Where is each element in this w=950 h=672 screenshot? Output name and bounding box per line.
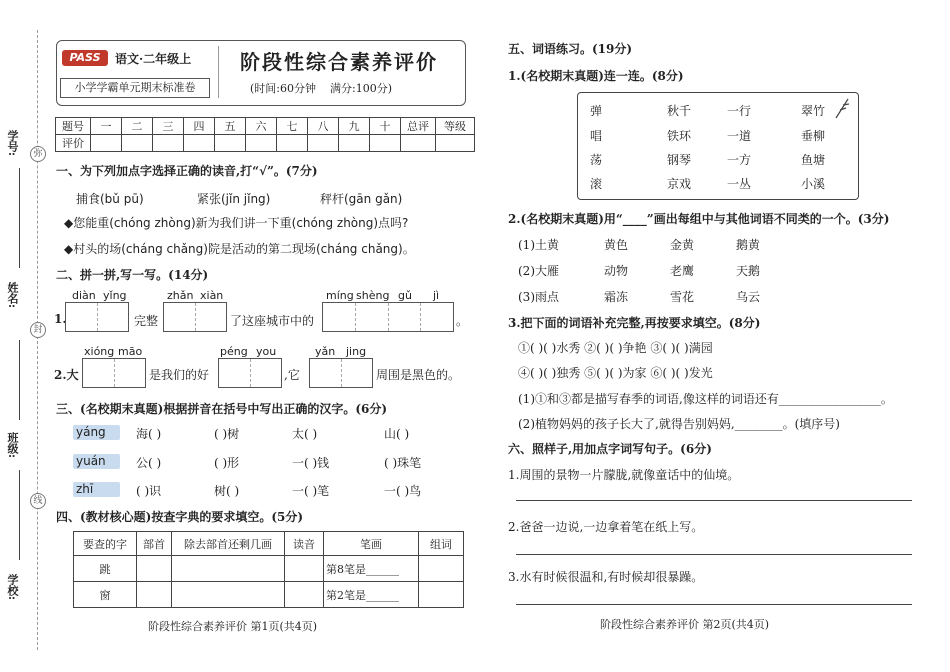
q2-2-number: 2.大 — [54, 368, 79, 382]
dict-header: 笔画 — [324, 532, 419, 556]
pinyin-label: péng — [220, 345, 248, 358]
pinyin-label: xióng — [84, 345, 115, 358]
q2-word[interactable]: 老鹰 — [670, 264, 695, 278]
s1-sentence-2[interactable]: ◆村头的场(cháng chǎng)院是活动的第二现场(cháng chǎng)。 — [64, 242, 415, 256]
match-cell[interactable]: 一方 — [727, 153, 752, 167]
q2-2-text: 周围是黑色的。 — [376, 368, 461, 382]
s1-item-b[interactable]: 紧张(jǐn jǐng) — [197, 192, 271, 206]
score-table — [55, 117, 475, 152]
score-cell: 二 — [122, 118, 153, 135]
dict-input[interactable] — [137, 582, 172, 608]
dict-char: 窗 — [74, 582, 137, 608]
q2-2-text: 是我们的好 — [149, 368, 210, 382]
writing-box[interactable] — [309, 358, 373, 388]
score-cell: 一 — [91, 118, 122, 135]
pinyin-label: yǐng — [103, 289, 127, 302]
writing-box[interactable] — [65, 302, 129, 332]
writing-box[interactable] — [163, 302, 227, 332]
fill-item[interactable]: 太( ) — [292, 427, 318, 441]
pinyin-label: zhǎn — [167, 289, 194, 302]
dict-stroke[interactable]: 第8笔是______ — [324, 556, 419, 582]
answer-line[interactable] — [516, 604, 912, 605]
match-cell[interactable]: 秋千 — [667, 104, 692, 118]
pinyin-tag: yuán — [73, 454, 120, 469]
s1-item-a[interactable]: 捕食(bǔ pū) — [76, 192, 144, 206]
fill-item[interactable]: ( )形 — [214, 456, 240, 470]
score-input[interactable] — [91, 135, 122, 152]
q2-word[interactable]: 天鹅 — [736, 264, 761, 278]
name-line[interactable] — [19, 340, 20, 420]
s5-q2: 2.(名校期末真题)用“____”画出每组中与其他词语不同类的一个。(3分) — [508, 212, 890, 226]
writing-box[interactable] — [218, 358, 282, 388]
s5-q3: 3.把下面的词语补充完整,再按要求填空。(8分) — [508, 316, 761, 330]
match-cell[interactable]: 铁环 — [667, 129, 692, 143]
pinyin-label: diàn — [72, 289, 96, 302]
pinyin-tag: yáng — [73, 425, 120, 440]
score-input[interactable] — [370, 135, 401, 152]
q2-word[interactable]: 雪花 — [670, 290, 695, 304]
class-label: 班级: — [6, 432, 19, 459]
dict-input[interactable] — [137, 556, 172, 582]
score-header-row — [56, 118, 475, 135]
student-id-line[interactable] — [19, 168, 20, 268]
page-title: 阶段性综合素养评价 — [240, 50, 438, 74]
seal-mi: 弥 — [30, 146, 46, 162]
school-label: 学校: — [6, 574, 19, 601]
match-cell[interactable]: 一丛 — [727, 177, 752, 191]
student-id-label: 学号: — [6, 130, 19, 157]
q3-sub-1[interactable]: (1)①和③都是描写春季的词语,像这样的词语还有_________________。 — [518, 392, 893, 406]
binding-dashed-line — [37, 30, 38, 650]
match-cell[interactable]: 一行 — [727, 104, 752, 118]
score-input[interactable] — [339, 135, 370, 152]
match-cell[interactable]: 京戏 — [667, 177, 692, 191]
dict-input[interactable] — [419, 582, 464, 608]
section-1-title: 一、为下列加点字选择正确的读音,打“√”。(7分) — [56, 164, 318, 178]
dict-header: 要查的字 — [74, 532, 137, 556]
header-divider — [218, 46, 219, 98]
idiom-row-2[interactable]: ④( )( )独秀 ⑤( )( )为家 ⑥( )( )发光 — [518, 366, 713, 380]
score-input[interactable] — [401, 135, 436, 152]
score-cell: 三 — [153, 118, 184, 135]
footer-right: 阶段性综合素养评价 第2页(共4页) — [600, 618, 770, 631]
q2-1-text: 了这座城市中的 — [230, 314, 315, 328]
score-input[interactable] — [308, 135, 339, 152]
dict-input[interactable] — [172, 582, 285, 608]
subject-label: 语文·二年级上 — [115, 52, 192, 66]
score-cell: 等级 — [436, 118, 475, 135]
match-cell[interactable]: 鱼塘 — [801, 153, 826, 167]
score-input[interactable] — [246, 135, 277, 152]
fill-item[interactable]: 树( ) — [214, 484, 240, 498]
score-cell: 六 — [246, 118, 277, 135]
section-6-title: 六、照样子,用加点字词写句子。(6分) — [508, 442, 712, 456]
q2-2-text: ,它 — [284, 368, 300, 382]
idiom-row-1[interactable]: ①( )( )水秀 ②( )( )争艳 ③( )( )满园 — [518, 341, 713, 355]
s1-item-c[interactable]: 秤杆(gān gǎn) — [320, 192, 403, 206]
fill-item[interactable]: 一( )钱 — [292, 456, 330, 470]
pinyin-label: xiàn — [200, 289, 224, 302]
score-input[interactable] — [153, 135, 184, 152]
match-cell[interactable]: 钢琴 — [667, 153, 692, 167]
q2-word[interactable]: 动物 — [604, 264, 629, 278]
answer-line[interactable] — [516, 500, 912, 501]
footer-left: 阶段性综合素养评价 第1页(共4页) — [148, 620, 318, 633]
time-info: (时间:60分钟 满分:100分) — [250, 82, 392, 95]
dict-input[interactable] — [419, 556, 464, 582]
match-cell[interactable]: 荡 — [590, 153, 603, 167]
pinyin-label: you — [256, 345, 277, 358]
pinyin-tag: zhī — [73, 482, 120, 497]
s6-q1: 1.周围的景物一片朦胧,就像童话中的仙境。 — [508, 468, 740, 482]
dict-input[interactable] — [285, 556, 324, 582]
s5-q1: 1.(名校期末真题)连一连。(8分) — [508, 69, 684, 83]
score-cell: 评价 — [56, 135, 91, 152]
dict-header: 除去部首还剩几画 — [172, 532, 285, 556]
score-input-row[interactable] — [56, 135, 475, 152]
score-input[interactable] — [122, 135, 153, 152]
dict-header: 部首 — [137, 532, 172, 556]
q2-word[interactable]: (2)大雁 — [518, 264, 559, 278]
answer-line[interactable] — [516, 554, 912, 555]
score-input[interactable] — [215, 135, 246, 152]
dictionary-table — [73, 531, 464, 608]
dict-input[interactable] — [172, 556, 285, 582]
q2-1-text: 完整 — [134, 314, 159, 328]
seal-feng: 封 — [30, 322, 46, 338]
q2-word[interactable]: (1)土黄 — [518, 238, 559, 252]
s6-q2: 2.爸爸一边说,一边拿着笔在纸上写。 — [508, 520, 704, 534]
pinyin-label: jing — [346, 345, 367, 358]
pinyin-label: gǔ — [398, 289, 412, 302]
dict-char: 跳 — [74, 556, 137, 582]
pinyin-label: māo — [118, 345, 143, 358]
q2-word[interactable]: 乌云 — [736, 290, 761, 304]
dict-stroke[interactable]: 第2笔是______ — [324, 582, 419, 608]
section-3-title: 三、(名校期末真题)根据拼音在括号中写出正确的汉字。(6分) — [56, 402, 388, 416]
score-cell: 五 — [215, 118, 246, 135]
score-cell: 四 — [184, 118, 215, 135]
dict-header: 读音 — [285, 532, 324, 556]
score-cell: 八 — [308, 118, 339, 135]
pinyin-label: yǎn — [315, 345, 336, 358]
q2-1-text: 。 — [456, 314, 469, 328]
match-cell[interactable]: 唱 — [590, 129, 603, 143]
match-cell[interactable]: 滚 — [590, 177, 603, 191]
fill-item[interactable]: 海( ) — [136, 427, 162, 441]
s6-q3: 3.水有时候很温和,有时候却很暴躁。 — [508, 570, 704, 584]
writing-box[interactable] — [82, 358, 146, 388]
fill-item[interactable]: ( )树 — [214, 427, 240, 441]
bamboo-icon — [832, 96, 854, 120]
pinyin-label: míng — [326, 289, 354, 302]
pinyin-label: jì — [433, 289, 440, 302]
name-label: 姓名: — [6, 282, 19, 309]
fill-item[interactable]: 公( ) — [136, 456, 162, 470]
fill-item[interactable]: ( )珠笔 — [384, 456, 422, 470]
seal-xian: 线 — [30, 493, 46, 509]
q2-word[interactable]: (3)雨点 — [518, 290, 559, 304]
score-cell: 总评 — [401, 118, 436, 135]
fill-item[interactable]: 一( )笔 — [292, 484, 330, 498]
score-cell: 九 — [339, 118, 370, 135]
match-cell[interactable]: 一道 — [727, 129, 752, 143]
class-line[interactable] — [19, 470, 20, 560]
score-cell: 题号 — [56, 118, 91, 135]
q2-word[interactable]: 黄色 — [604, 238, 629, 252]
s1-sentence-1[interactable]: ◆您能重(chóng zhòng)新为我们讲一下重(chóng zhòng)点吗? — [64, 216, 409, 230]
series-label: 小学学霸单元期末标准卷 — [60, 78, 210, 98]
match-cell[interactable]: 小溪 — [801, 177, 826, 191]
match-cell[interactable]: 翠竹 — [801, 104, 826, 118]
score-input[interactable] — [184, 135, 215, 152]
pinyin-label: shèng — [356, 289, 390, 302]
q2-1-number: 1. — [54, 312, 67, 326]
section-4-title: 四、(教材核心题)按查字典的要求填空。(5分) — [56, 510, 304, 524]
section-2-title: 二、拼一拼,写一写。(14分) — [56, 268, 209, 282]
match-cell[interactable]: 垂柳 — [801, 129, 826, 143]
fill-item[interactable]: 一( )鸟 — [384, 484, 422, 498]
q3-sub-2[interactable]: (2)植物妈妈的孩子长大了,就得告别妈妈,________。(填序号) — [518, 417, 840, 431]
fill-item[interactable]: ( )识 — [136, 484, 162, 498]
q2-word[interactable]: 鹅黄 — [736, 238, 761, 252]
score-input[interactable] — [277, 135, 308, 152]
score-cell: 七 — [277, 118, 308, 135]
dict-header: 组词 — [419, 532, 464, 556]
dict-input[interactable] — [285, 582, 324, 608]
pass-logo: PASS — [62, 50, 108, 66]
writing-box[interactable] — [322, 302, 454, 332]
match-cell[interactable]: 弹 — [590, 104, 603, 118]
score-input[interactable] — [436, 135, 475, 152]
q2-word[interactable]: 霜冻 — [604, 290, 629, 304]
q2-word[interactable]: 金黄 — [670, 238, 695, 252]
section-5-title: 五、词语练习。(19分) — [508, 42, 633, 56]
fill-item[interactable]: 山( ) — [384, 427, 410, 441]
score-cell: 十 — [370, 118, 401, 135]
